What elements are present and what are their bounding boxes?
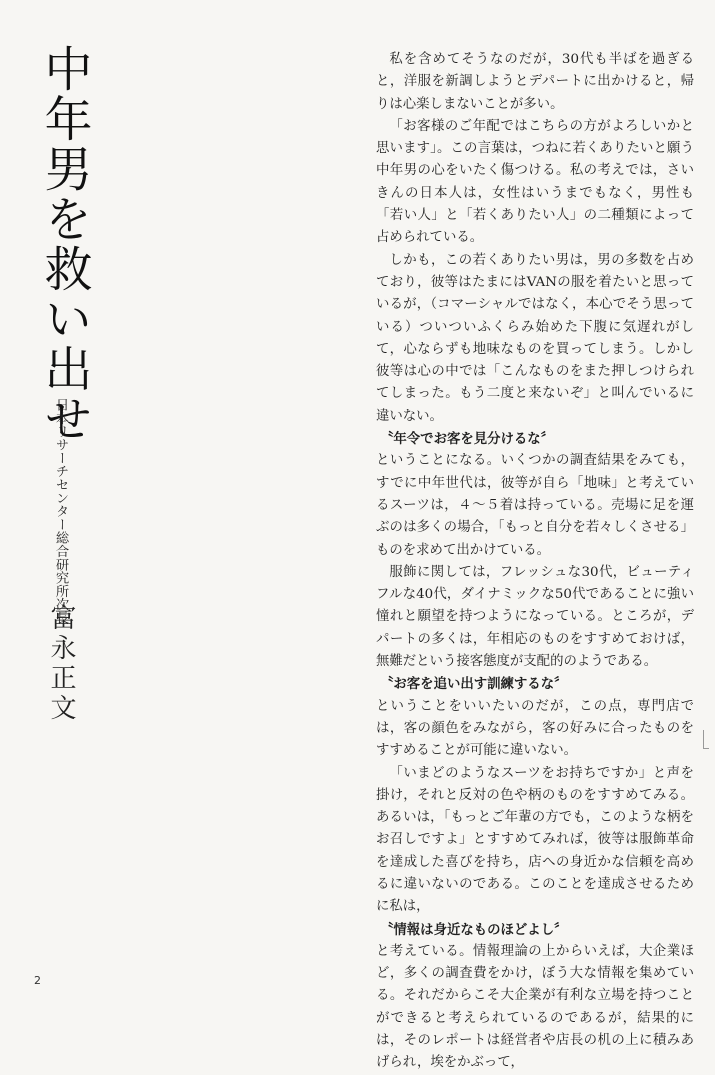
author-affiliation: 日本リサーチセンター総合研究所次長 — [53, 398, 68, 625]
section-heading: 〝お客を追い出す訓練するな〞 — [380, 676, 568, 693]
paragraph: しかも，この若くありたい男は，男の多数を占めており，彼等はたまにはVANの服を着たいと思っているが，（コマーシャルではなく，本心でそう思っている）ついついふくらみ始めた下腹に気遅れがして，心ならずも地味なものを買ってしまう。しかし彼等は心の中では「こんなものをまた押しつけられてしまった。もう二度と来ないぞ」と叫んでいるに違いない。 — [376, 252, 694, 424]
article-title: 中年男を救い出せ — [36, 44, 92, 444]
paragraph: と考えている。情報理論の上からいえば，大企業ほど，多くの調査費をかけ，ぼう大な情報を集めている。それだからこそ大企業が有利な立場を持つことができると考えられているのであるが，結果的には，そのレポートは経営者や店長の机の上に積みあげられ，埃をかぶって， — [376, 943, 694, 1071]
paragraph: 「お客様のご年配ではこちらの方がよろしいかと思います」。この言葉は，つねに若くありたいと願う中年男の心をいたく傷つける。私の考えでは，さいきんの日本人は，女性はいうまでもなく，男性も「若い人」と「若くありたい人」の二種類によって占められている。 — [376, 118, 694, 246]
author-name: 富永正文 — [46, 604, 76, 724]
article-body — [376, 49, 694, 1075]
section-heading: 〝年令でお客を見分けるな〞 — [380, 431, 555, 448]
paragraph: 服飾に関しては，フレッシュな30代，ビューティフルな40代，ダイナミックな50代であることに強い憧れと願望を持つようになっている。ところが，デパートの多くは，年相応のものをすすめておけば，無難だという接客態度が支配的のようである。 — [376, 564, 694, 670]
edge-mark — [703, 730, 709, 749]
paragraph: ということになる。いくつかの調査結果をみても，すでに中年世代は，彼等が自ら「地味」と考えているスーツは，４～５着は持っている。売場に足を運ぶのは多くの場合，「もっと自分を若々しくさせる」ものを求めて出かけている。 — [376, 453, 694, 558]
page-number: 2 — [34, 974, 41, 987]
paragraph: ということをいいたいのだが，この点，専門店では，客の顔色をみながら，客の好みに合ったものをすすめることが可能に違いない。 — [376, 698, 694, 759]
paragraph: 「いまどのようなスーツをお持ちですか」と声を掛け，それと反対の色や柄のものをすすめてみる。あるいは，「もっとご年輩の方でも，このような柄をお召しですよ」とすすめてみれば，彼等は服飾革命を達成した喜びを持ち，店への身近かな信頼を高めるに違いないのである。このことを達成させるために私は， — [376, 765, 694, 915]
section-heading: 〝情報は身近なものほどよし〞 — [380, 921, 568, 938]
paragraph: 私を含めてそうなのだが，30代も半ばを過ぎると，洋服を新調しようとデパートに出かけると，帰りは心楽しまないことが多い。 — [376, 52, 694, 112]
